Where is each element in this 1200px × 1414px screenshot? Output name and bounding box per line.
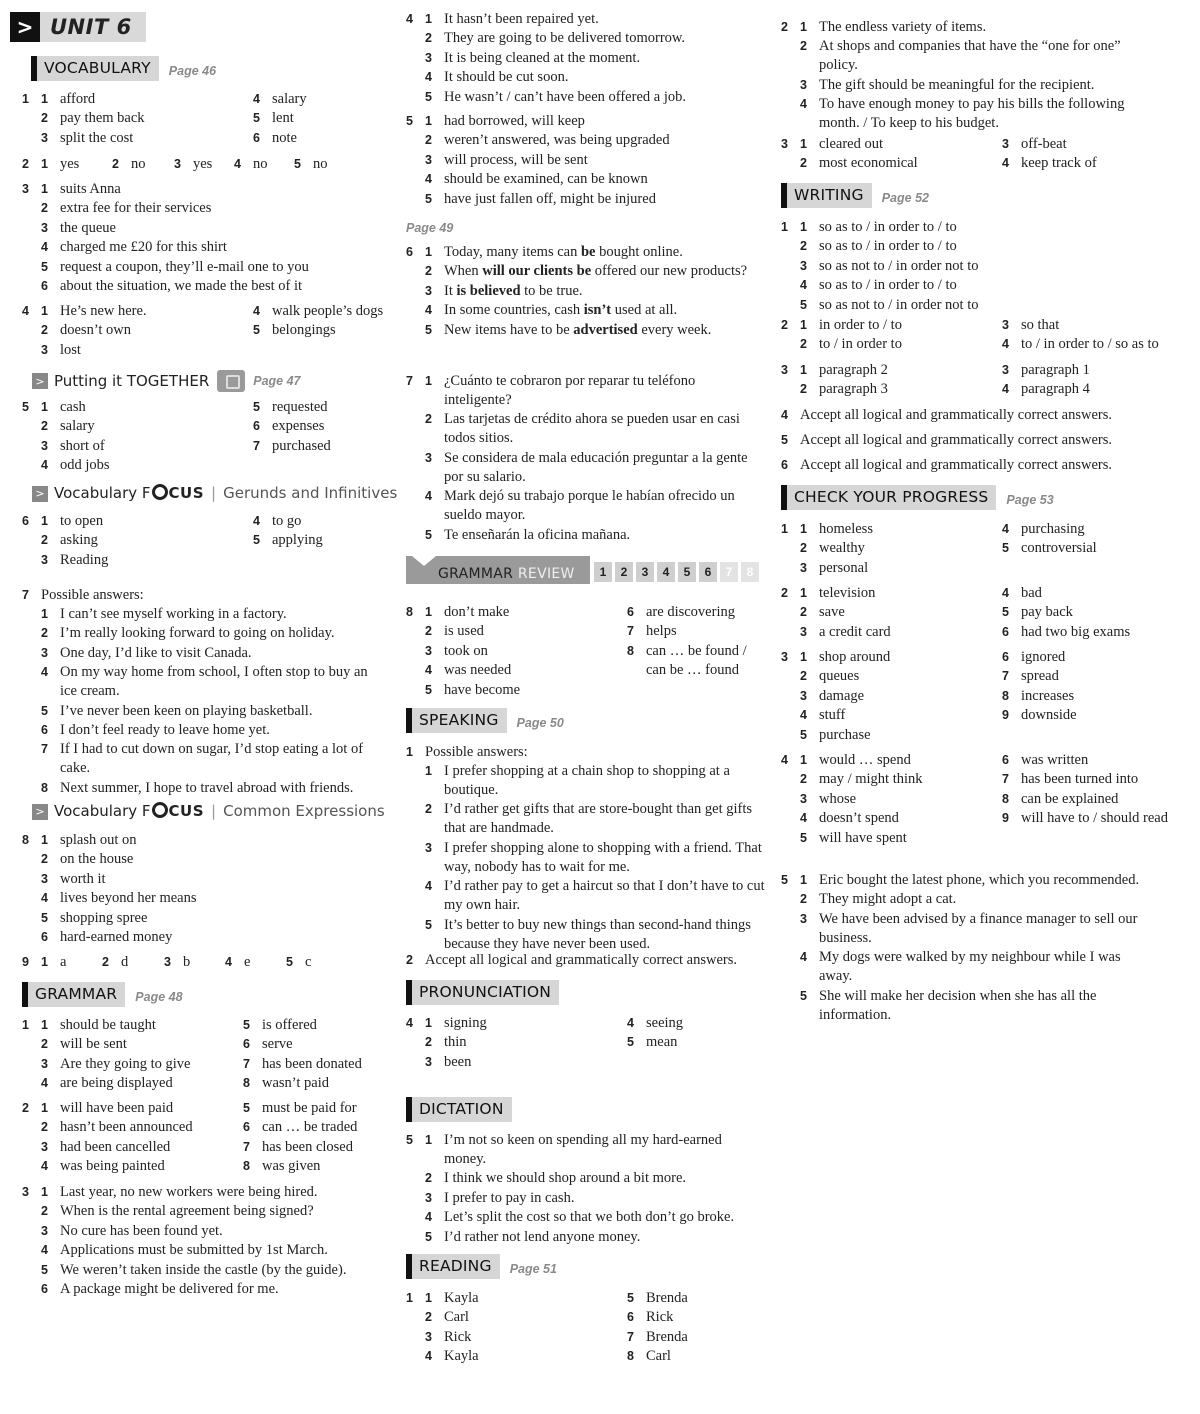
answer-item: 2 When is the rental agreement being signed? <box>41 1203 314 1220</box>
answer-item: 3 lost <box>41 341 81 358</box>
answer-item: 2 queues <box>800 668 860 685</box>
answer-item: 1 afford <box>41 91 96 107</box>
answer-item: 7 purchased <box>253 437 331 454</box>
answer-item: 1 would … spend <box>800 752 911 768</box>
answer-item: 4 so as to / in order to / to <box>800 277 957 294</box>
answer-item: 4 lives beyond her means <box>41 890 197 907</box>
grammar-ex6: 6 1 Today, many items can be bought online. 2 When will our clients be offered our new products? 3 It is believed to be true. 4 In some countries, cash isn’t used at all. 5 New items have to be advertised every week. <box>406 244 748 338</box>
answer-item: 3 I prefer shopping alone to shopping with a friend. That way, nobody has to wait for me. <box>425 839 762 875</box>
answer-row: 3 1 cleared out 3 off-beat <box>781 136 1067 152</box>
answer-item: 6 can … be traded <box>243 1119 358 1136</box>
answer-row <box>406 642 776 661</box>
answer-row <box>22 1157 382 1176</box>
answer-item: 7 helps <box>627 623 677 640</box>
writing-ex4: 4 Accept all logical and grammatically correct answers. <box>781 407 1113 423</box>
answer-item: 6 serve <box>243 1036 293 1053</box>
unit-box: 8 <box>741 562 759 582</box>
answer-item: 9 will have to / should read <box>1002 810 1168 827</box>
answer-item: 2 I think we should shop around a bit more. <box>425 1170 687 1187</box>
unit-box: 2 <box>615 562 633 582</box>
answer-item: 3 It is being cleaned at the moment. <box>425 49 641 66</box>
progress-ex4 <box>781 751 1171 848</box>
answer-item: 9 downside <box>1002 707 1077 724</box>
answer-item: 2 salary <box>41 418 95 435</box>
answer-row: 1 1 Kayla 5 Brenda <box>406 1290 688 1306</box>
answer-item: 2 extra fee for their services <box>41 200 212 217</box>
answer-item: 5 mean <box>627 1034 678 1051</box>
answer-item: 2 wealthy <box>800 540 865 557</box>
answer-item: 6 about the situation, we made the best of it <box>41 277 303 294</box>
vocab-ex2 <box>22 155 382 174</box>
answer-row <box>781 603 1171 622</box>
answer-item: 2 weren’t answered, was being upgraded <box>425 132 670 149</box>
answer-item: 2 They are going to be delivered tomorrow. <box>425 30 686 47</box>
answer-item: 2 At shops and companies that have the “one for one” policy. <box>800 38 1121 74</box>
answer-item: 6 Rick <box>627 1309 674 1326</box>
answer-row: 1 1 afford 4 salary <box>22 91 307 107</box>
answer-item: 2 paragraph 3 <box>800 381 888 398</box>
answer-item: 2 save <box>800 604 845 621</box>
answer-item: 2 They might adopt a cat. <box>800 891 957 908</box>
answer-item: 3 the queue <box>41 219 116 236</box>
answer-item: 1 I prefer shopping at a chain shop to shopping at a boutique. <box>425 763 730 798</box>
answer-item: 2 thin <box>425 1034 467 1051</box>
answer-item: 2 asking <box>41 532 98 549</box>
answer-item: 3 Reading <box>41 551 109 568</box>
answer-item: 2 to / in order to <box>800 336 902 353</box>
answer-item: 5 shopping spree <box>41 909 148 926</box>
answer-item: 4 should be examined, can be known <box>425 171 648 188</box>
progress-ex1 <box>781 520 1171 578</box>
answer-item: 4 to go <box>253 513 302 529</box>
answer-item: 2 is used <box>425 623 484 640</box>
reading-ex1 <box>406 1289 776 1367</box>
focus-ex9: 9 1 a 2 d 3 b 4 e 5 c <box>22 954 312 970</box>
answer-item: 5 have just fallen off, might be injured <box>425 190 656 207</box>
answer-item: 5 pay back <box>1002 604 1073 621</box>
answer-item: 2 doesn’t own <box>41 322 132 339</box>
answer-item: 2 most economical <box>800 155 918 172</box>
answer-item: 1 will have been paid <box>41 1100 174 1116</box>
answer-row <box>781 770 1171 789</box>
answer-item: 4 keep track of <box>1002 155 1097 172</box>
answer-item: 2 will be sent <box>41 1036 127 1053</box>
answer-row <box>406 1033 776 1052</box>
answer-row: 2 1 will have been paid 5 must be paid for <box>22 1100 357 1116</box>
answer-row <box>781 726 1171 745</box>
chevron-right-icon: > <box>32 373 48 389</box>
answer-item: 7 Brenda <box>627 1328 688 1345</box>
answer-item: 7 has been turned into <box>1002 771 1139 788</box>
answer-item: 5 He wasn’t / can’t have been offered a job. <box>425 88 686 105</box>
answer-item: 5 belongings <box>253 322 336 339</box>
answer-item: 5 1 Eric bought the latest phone, which you recommended. <box>781 872 1140 888</box>
answer-item: 5 1 had borrowed, will keep <box>406 113 585 129</box>
dictation-ex5 <box>406 1131 766 1247</box>
answer-item: 8 wasn’t paid <box>243 1075 329 1092</box>
answer-item: 3 paragraph 1 <box>1002 362 1090 378</box>
answer-item: 4 odd jobs <box>41 457 110 474</box>
answer-row: 3 1 paragraph 2 3 paragraph 1 <box>781 362 1090 378</box>
focus-target-icon <box>152 802 168 818</box>
unit-box: 7 <box>720 562 738 582</box>
unit-title: > UNIT 6 <box>10 12 146 42</box>
answer-row <box>781 687 1171 706</box>
answer-item: 1 in order to / to <box>800 317 902 333</box>
answer-item: 1 cash <box>41 399 86 415</box>
answer-row: 1 1 homeless 4 purchasing <box>781 521 1085 537</box>
answer-item: 1 television <box>800 585 876 601</box>
answer-item: 3 so as not to / in order not to <box>800 257 979 274</box>
answer-row <box>406 622 776 641</box>
answer-item: 7 has been donated <box>243 1055 362 1072</box>
answer-row <box>22 1074 382 1093</box>
unit-review-boxes <box>594 562 759 582</box>
answer-item: 5 lent <box>253 110 294 127</box>
answer-item: 8 1 splash out on <box>22 832 137 848</box>
answer-item: 5 We weren’t taken inside the castle (by the guide). <box>41 1261 347 1278</box>
answer-row <box>22 1055 382 1074</box>
answer-item: 1 should be taught <box>41 1017 156 1033</box>
answer-item: 3 took on <box>425 642 488 659</box>
answer-item: 3 1 suits Anna <box>22 181 121 197</box>
answer-item: 4 To have enough money to pay his bills the following month. / To keep to his budget. <box>800 96 1125 132</box>
answer-item: 1 Kayla <box>425 1290 479 1306</box>
unit-box: 5 <box>678 562 696 582</box>
vocab-ex3 <box>22 180 382 296</box>
answer-item: 4 stuff <box>800 707 846 724</box>
answer-item: 4 walk people’s dogs <box>253 303 384 319</box>
progress-ex5 <box>781 871 1153 1025</box>
answer-item: 1 to open <box>41 513 104 529</box>
answer-item: 8 increases <box>1002 687 1075 704</box>
answer-item: 4 Mark dejó su trabajo porque le habían ofrecido un sueldo mayor. <box>425 488 735 524</box>
writing-ex6: 6 Accept all logical and grammatically correct answers. <box>781 457 1113 473</box>
answer-item: 2 1 The endless variety of items. <box>781 19 987 35</box>
answer-item: 5 request a coupon, they’ll e-mail one to you <box>41 258 309 275</box>
answer-item: 4 On my way home from school, I often stop to buy an ice cream. <box>41 664 368 700</box>
answer-item: 3 a credit card <box>800 623 891 640</box>
answer-row <box>781 829 1171 848</box>
answer-item: 5 It’s better to buy new things than second-hand things because they have never been used. <box>425 916 751 952</box>
writing-heading: WRITING Page 52 <box>781 183 929 208</box>
focus-ex6 <box>22 512 382 570</box>
grammar-ex5 <box>406 112 776 209</box>
unit-box: 4 <box>657 562 675 582</box>
answer-row <box>781 154 1171 173</box>
answer-item: 7 has been closed <box>243 1138 353 1155</box>
answer-row: 3 1 shop around 6 ignored <box>781 649 1066 665</box>
answer-item: 3 so that <box>1002 317 1060 333</box>
answer-item: 4 bad <box>1002 585 1042 601</box>
answer-item: 6 I don’t feel ready to leave home yet. <box>41 721 270 738</box>
answer-item: 4 1 It hasn’t been repaired yet. <box>406 11 599 27</box>
answer-item: 3 I prefer to pay in cash. <box>425 1189 575 1206</box>
vocab-ex1 <box>22 90 382 148</box>
answer-row <box>781 559 1171 578</box>
answer-item: 1 cleared out <box>800 136 884 152</box>
answer-item: 5 Brenda <box>627 1290 688 1306</box>
answer-item: 4 I’d rather pay to get a haircut so that I don’t have to cut my own hair. <box>425 878 765 914</box>
answer-row: 2 1 television 4 bad <box>781 585 1042 601</box>
answer-item: 5 applying <box>253 532 323 549</box>
answer-item: 2 I’m really looking forward to going on holiday. <box>41 625 335 642</box>
answer-item: 5 1 I’m not so keen on spending all my hard-earned money. <box>406 1132 722 1167</box>
answer-item: 4 doesn’t spend <box>800 810 899 827</box>
answer-item: 5 must be paid for <box>243 1100 357 1116</box>
answer-item: 7 1 ¿Cuánto te cobraron por reparar tu teléfono inteligente? <box>406 373 696 408</box>
vocab-ex4 <box>22 302 382 360</box>
answer-row: 8 1 don’t make 6 are discovering <box>406 604 735 620</box>
answer-item: 5 have become <box>425 681 521 698</box>
answer-item: 3 Rick <box>425 1328 472 1345</box>
answer-item: 5 so as not to / in order not to <box>800 296 979 313</box>
answer-row <box>781 380 1171 399</box>
answer-item: 7 spread <box>1002 668 1059 685</box>
answer-item: 6 had two big exams <box>1002 623 1131 640</box>
answer-item: can be … found <box>646 662 740 679</box>
writing-ex2 <box>781 316 1171 355</box>
answer-item: 6 hard-earned money <box>41 928 173 945</box>
answer-item: 1 paragraph 2 <box>800 362 888 378</box>
answer-item: 3 One day, I’d like to visit Canada. <box>41 644 252 661</box>
answer-row <box>22 531 382 550</box>
answer-item: 5 I’ve never been keen on playing basketball. <box>41 702 313 719</box>
answer-item: 1 shop around <box>800 649 891 665</box>
focus-ex7: 7 Possible answers: 1 I can’t see myself working in a factory. 2 I’m really looking forward to going on holiday. 3 One day, I’d like to visit Canada. 4 On my way home from school, I often stop to buy an ice cream. 5 I’ve never been keen on playing basketball. 6 I don’t feel ready to leave home yet. 7 If I had to cut down on sugar, I’d stop eating a lot of cake. 8 Next summer, I hope to travel abroad with friends. <box>22 586 382 798</box>
progress-ex2 <box>781 584 1171 642</box>
writing-ex3 <box>781 361 1171 400</box>
answer-item: 3 short of <box>41 437 105 454</box>
answer-row <box>406 681 776 700</box>
answer-item: 5 will have spent <box>800 829 907 846</box>
page-49-label: Page 49 <box>406 221 454 235</box>
chevron-right-icon: > <box>10 12 40 42</box>
answer-row: 5 1 cash 5 requested <box>22 399 328 415</box>
answer-item: 5 is offered <box>243 1017 317 1033</box>
answer-item: 8 Carl <box>627 1348 671 1365</box>
answer-row: 1 1 should be taught 5 is offered <box>22 1017 317 1033</box>
answer-row <box>781 623 1171 642</box>
answer-item: 4 was being painted <box>41 1158 165 1175</box>
answer-item: 4 was needed <box>425 662 512 679</box>
grammar-ex4 <box>406 10 776 107</box>
answer-row: 6 1 to open 4 to go <box>22 513 302 529</box>
answer-item: 4 charged me £20 for this shirt <box>41 239 227 256</box>
unit-box: 1 <box>594 562 612 582</box>
answer-item: 8 can be explained <box>1002 790 1119 807</box>
answer-item: 2 on the house <box>41 851 134 868</box>
answer-item: 2 Carl <box>425 1309 469 1326</box>
answer-row <box>406 1347 776 1366</box>
answer-item: 4 are being displayed <box>41 1075 173 1092</box>
progress-ex3 <box>781 648 1171 745</box>
inline-answers: 2 1 yes 2 no 3 yes 4 no 5 no <box>22 156 328 172</box>
answer-item: 4 salary <box>253 91 307 107</box>
speaking-ex2: 2 Accept all logical and grammatically correct answers. <box>406 952 738 968</box>
pronunciation-ex4 <box>406 1014 776 1072</box>
answer-item: 3 worth it <box>41 870 106 887</box>
chevron-right-icon: > <box>32 486 48 502</box>
answer-item: 8 Next summer, I hope to travel abroad with friends. <box>41 779 354 796</box>
pronunciation-heading: PRONUNCIATION <box>406 980 559 1005</box>
answer-row <box>22 437 382 456</box>
grammar-ex7 <box>406 372 766 545</box>
answer-item: 4 to / in order to / so as to <box>1002 336 1159 353</box>
answer-item: 3 split the cost <box>41 129 134 146</box>
answer-row <box>406 1053 776 1072</box>
writing-ex1 <box>781 218 1171 315</box>
puzzle-icon <box>217 370 245 392</box>
answer-item: 6 ignored <box>1002 649 1066 665</box>
chevron-right-icon: > <box>32 804 48 820</box>
together-ex5 <box>22 398 382 476</box>
focus-ex8 <box>22 831 382 947</box>
answer-item: 6 note <box>253 129 297 146</box>
answer-item: 2 so as to / in order to / to <box>800 238 957 255</box>
answer-row: 4 1 would … spend 6 was written <box>781 752 1089 768</box>
answer-item: 3 damage <box>800 687 865 704</box>
answer-item: 4 Kayla <box>425 1348 479 1365</box>
grammar-ex3 <box>22 1183 382 1299</box>
answer-row <box>781 539 1171 558</box>
answer-row <box>406 1308 776 1327</box>
answer-item: 1 don’t make <box>425 604 510 620</box>
grammar-ex2 <box>22 1099 382 1177</box>
unit-box: 3 <box>636 562 654 582</box>
grammar-review-banner: GRAMMAR REVIEW <box>406 556 590 584</box>
grammar-heading: GRAMMAR Page 48 <box>22 982 183 1007</box>
vocabulary-focus-heading-1: > Vocabulary F CUS | Gerunds and Infinitives <box>32 484 397 503</box>
chevron-down-icon <box>412 556 436 566</box>
answer-item: 4 My dogs were walked by my neighbour while I was away. <box>800 949 1121 985</box>
answer-item: 8 can … be found / <box>627 642 747 659</box>
answer-row <box>781 335 1171 354</box>
answer-row <box>22 1118 382 1137</box>
answer-item: 3 No cure has been found yet. <box>41 1222 223 1239</box>
answer-row <box>781 667 1171 686</box>
answer-item: 3 been <box>425 1053 472 1070</box>
answer-item: 4 seeing <box>627 1015 684 1031</box>
answer-row <box>781 706 1171 725</box>
answer-item: 5 requested <box>253 399 328 415</box>
answer-item: 6 expenses <box>253 418 325 435</box>
reading-heading: READING Page 51 <box>406 1254 557 1279</box>
answer-item: 2 may / might think <box>800 771 923 788</box>
answer-item: 3 whose <box>800 790 857 807</box>
vocabulary-heading: VOCABULARY Page 46 <box>31 56 216 81</box>
vocabulary-focus-heading-2: > Vocabulary F CUS | Common Expressions <box>32 802 385 821</box>
reading-ex3 <box>781 135 1171 174</box>
answer-item: 3 Se considera de mala educación preguntar a la gente por su salario. <box>425 449 748 485</box>
answer-row <box>781 809 1171 828</box>
answer-item: 5 purchase <box>800 726 871 743</box>
answer-item: 2 hasn’t been announced <box>41 1119 193 1136</box>
answer-item: 3 will process, will be sent <box>425 151 588 168</box>
writing-ex5: 5 Accept all logical and grammatically correct answers. <box>781 432 1113 448</box>
answer-item: 4 Applications must be submitted by 1st March. <box>41 1242 328 1259</box>
answer-item: 3 Are they going to give <box>41 1055 191 1072</box>
answer-item: 6 was written <box>1002 752 1089 768</box>
review-ex8 <box>406 603 776 700</box>
answer-row: 4 1 signing 4 seeing <box>406 1015 684 1031</box>
putting-it-together-heading: > Putting it TOGETHER Page 47 <box>32 370 301 392</box>
answer-item: 5 controversial <box>1002 540 1097 557</box>
answer-item: 3 had been cancelled <box>41 1138 171 1155</box>
check-your-progress-heading: CHECK YOUR PROGRESS Page 53 <box>781 485 1054 510</box>
answer-item: 2 I’d rather get gifts that are store-bought than get gifts that are handmade. <box>425 801 753 837</box>
speaking-ex1: 1 Possible answers: 1 I prefer shopping at a chain shop to shopping at a boutique. 2 I’d rather get gifts that are store-bought than get gifts that are handmade. 3 I prefer shopping alone to shopping with a friend. That way, nobody has to wait for me. 4 I’d rather pay to get a haircut so that I don’t have to cut my own hair. 5 It’s better to buy new things than second-hand things because they have never been used. <box>406 744 765 952</box>
answer-item: 3 The gift should be meaningful for the recipient. <box>800 76 1095 93</box>
answer-item: 1 signing <box>425 1015 487 1031</box>
answer-item: 4 paragraph 4 <box>1002 381 1090 398</box>
answer-row <box>22 341 382 360</box>
answer-item: 5 I’d rather not lend anyone money. <box>425 1228 641 1245</box>
answer-item: 6 are discovering <box>627 604 735 620</box>
answer-item: 7 If I had to cut down on sugar, I’d stop eating a lot of cake. <box>41 741 364 777</box>
answer-row <box>406 1328 776 1347</box>
answer-row <box>22 321 382 340</box>
answer-item: 3 off-beat <box>1002 136 1067 152</box>
answer-item: 8 was given <box>243 1158 321 1175</box>
answer-item: 3 1 Last year, no new workers were being hired. <box>22 1184 318 1200</box>
answer-row <box>406 661 776 680</box>
answer-item: 4 Let’s split the cost so that we both don’t go broke. <box>425 1209 735 1226</box>
answer-row <box>22 109 382 128</box>
answer-row: 2 1 in order to / to 3 so that <box>781 317 1060 333</box>
speaking-heading: SPEAKING Page 50 <box>406 708 564 733</box>
dictation-heading: DICTATION <box>406 1097 512 1122</box>
unit-box: 6 <box>699 562 717 582</box>
answer-item: 3 personal <box>800 559 869 576</box>
answer-item: 1 I can’t see myself working in a factory. <box>41 606 287 622</box>
answer-item: 2 Las tarjetas de crédito ahora se pueden usar en casi todos sitios. <box>425 411 740 447</box>
answer-row <box>22 129 382 148</box>
answer-item: 4 purchasing <box>1002 521 1085 537</box>
answer-item: 1 homeless <box>800 521 873 537</box>
grammar-ex1 <box>22 1016 382 1094</box>
answer-item: 3 We have been advised by a finance manager to sell our business. <box>800 910 1138 946</box>
focus-target-icon <box>152 484 168 500</box>
answer-row <box>22 551 382 570</box>
answer-item: 5 She will make her decision when she has all the information. <box>800 987 1097 1023</box>
answer-item: 2 pay them back <box>41 110 145 127</box>
answer-row <box>22 1035 382 1054</box>
answer-item: 1 1 so as to / in order to / to <box>781 219 957 235</box>
answer-item: 4 It should be cut soon. <box>425 69 569 86</box>
answer-row <box>22 1138 382 1157</box>
answer-row <box>22 417 382 436</box>
reading-ex2 <box>781 18 1153 134</box>
answer-item: 5 Te enseñarán la oficina mañana. <box>425 526 631 543</box>
answer-item: 1 He’s new here. <box>41 303 147 319</box>
answer-item: 6 A package might be delivered for me. <box>41 1280 279 1297</box>
answer-row <box>22 456 382 475</box>
answer-row <box>781 790 1171 809</box>
answer-row: 4 1 He’s new here. 4 walk people’s dogs <box>22 303 384 319</box>
